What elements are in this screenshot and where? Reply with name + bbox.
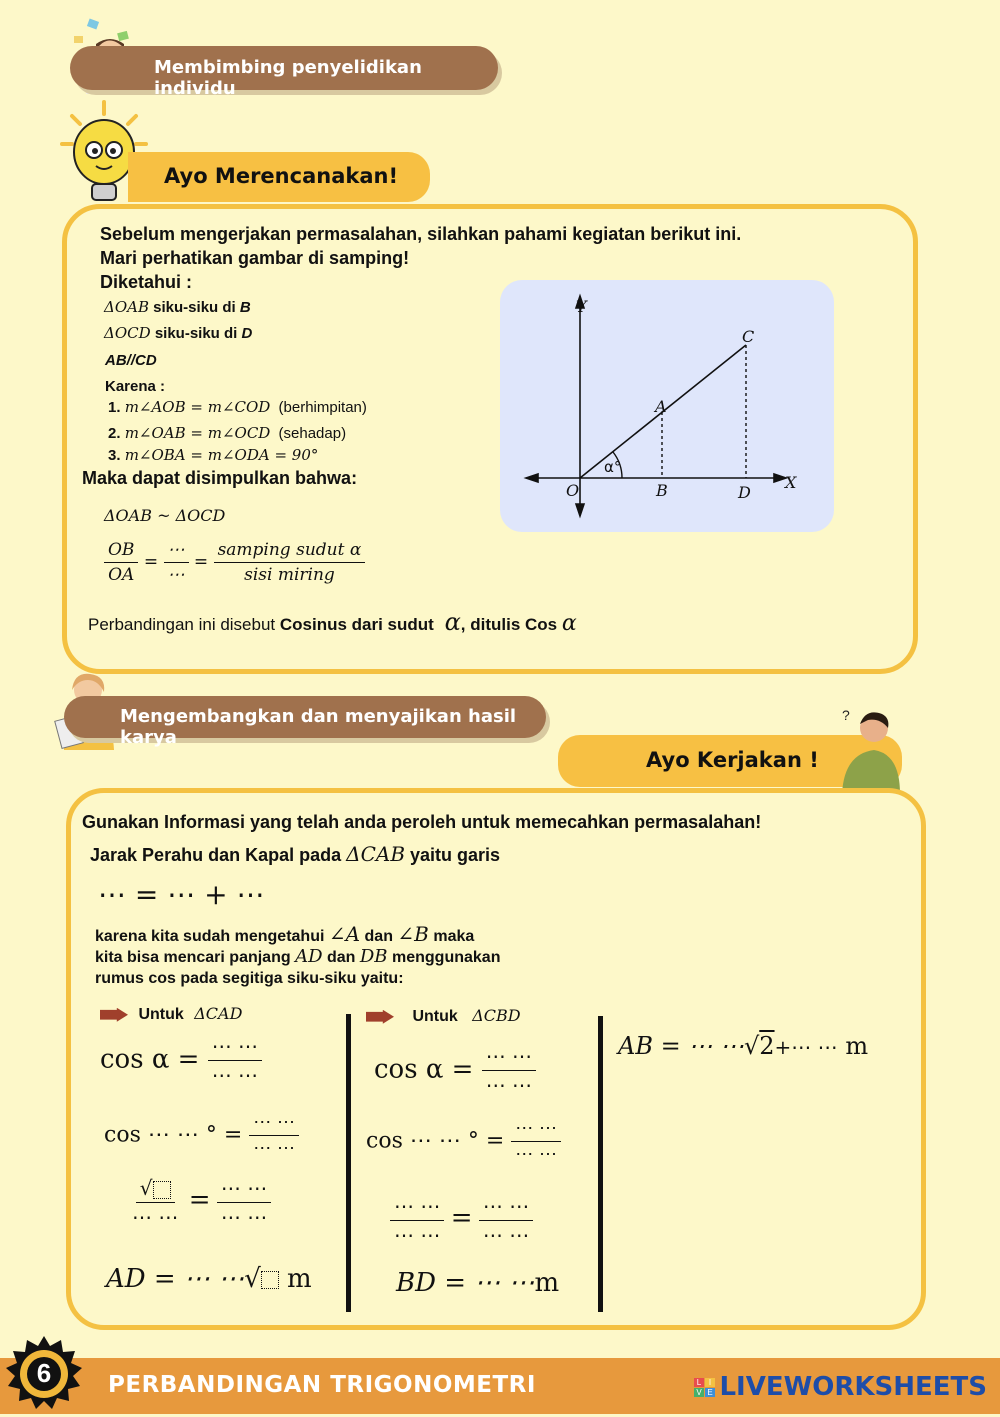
answer-blank[interactable]: ⋯ ⋯: [217, 1176, 271, 1203]
page-number-badge: [6, 1336, 82, 1412]
answer-blank[interactable]: ⋯ ⋯: [132, 1205, 179, 1229]
conclusion-label: Maka dapat disimpulkan bahwa:: [82, 468, 358, 488]
answer-blank[interactable]: ⋯ ⋯: [249, 1112, 299, 1136]
cos-ratio: $\frac{OB}{OA}$ = $\frac{\cdots}{\cdots}$ = $\frac{\text{samping sudut α}}{\text{sisi miring}}$: [104, 540, 365, 585]
plan-title-banner: [128, 152, 430, 202]
column-divider-2: [598, 1016, 603, 1312]
left-root-ratio: $\frac{√}{\cdots \cdots}$ = $\frac{\cdots \cdots}{\cdots \cdots}$: [128, 1176, 271, 1229]
known-item-2: ΔOCD siku-siku di D: [104, 324, 253, 342]
answer-blank[interactable]: ⋯ ⋯: [515, 1144, 557, 1165]
reason-1: 1. m∠AOB = m∠COD (berhimpitan): [108, 398, 367, 416]
section-header-develop-label: Mengembangkan dan menyajikan hasil karya: [120, 706, 517, 748]
left-cos-alpha: cos α = $\frac{\cdots \cdots}{\cdots \cdots}$: [100, 1034, 262, 1087]
arrow-bullet-icon: [100, 1008, 128, 1022]
work-intro: Gunakan Informasi yang telah anda peroleh untuk memecahkan permasalahan!: [82, 812, 762, 832]
answer-blank[interactable]: ⋯ ⋯: [208, 1034, 262, 1061]
ab-result: AB = ⋯ ⋯√2+⋯ ⋯ m: [618, 1032, 869, 1060]
section-header-develop: [64, 696, 546, 748]
plan-intro-1: Sebelum mengerjakan permasalahan, silahkan pahami kegiatan berikut ini.: [100, 224, 742, 244]
answer-blank[interactable]: ⋯ ⋯: [390, 1194, 444, 1221]
plan-title: Ayo Merencanakan!: [164, 164, 399, 188]
answer-blank[interactable]: ⋯ ⋯: [511, 1118, 561, 1142]
label-d: D: [738, 483, 751, 502]
footer-title: PERBANDINGAN TRIGONOMETRI: [108, 1372, 536, 1398]
answer-blank[interactable]: ⋯ ⋯: [482, 1044, 536, 1071]
triangle-diagram: [500, 280, 834, 532]
column-divider-1: [346, 1014, 351, 1312]
work-title: Ayo Kerjakan !: [646, 748, 819, 772]
angle-label: α°: [604, 458, 622, 476]
known-title: Diketahui :: [100, 272, 193, 292]
since-line-3: rumus cos pada segitiga siku-siku yaitu:: [95, 970, 404, 987]
label-c: C: [742, 327, 755, 346]
arrow-bullet-icon: [366, 1010, 394, 1024]
liveworksheets-logo: L I V E LIVEWORKSHEETS: [694, 1372, 987, 1402]
plan-intro-2: Mari perhatikan gambar di samping!: [100, 248, 410, 268]
answer-box[interactable]: [153, 1181, 171, 1199]
closing-statement: Perbandingan ini disebut Cosinus dari sudut α, ditulis Cos α: [88, 608, 577, 636]
label-o: O: [566, 481, 580, 500]
answer-blank[interactable]: ⋯ ⋯: [211, 1063, 259, 1087]
distance-equation: ⋯ = ⋯ + ⋯: [98, 878, 265, 911]
section-header-label: Membimbing penyelidikan individu: [154, 57, 422, 99]
label-x: X: [785, 473, 797, 492]
brand-name: LIVEWORKSHEETS: [719, 1372, 987, 1402]
label-a: A: [655, 397, 667, 416]
answer-blank[interactable]: ⋯ ⋯: [485, 1073, 533, 1097]
section-header-individual: [70, 46, 498, 99]
left-cos-angle: cos ⋯ ⋯ ° = $\frac{\cdots \cdots}{\cdots \cdots}$: [104, 1112, 299, 1159]
answer-blank[interactable]: ⋯ ⋯: [479, 1194, 533, 1221]
page-number: 6: [36, 1358, 52, 1388]
answer-blank[interactable]: ⋯ ⋯: [394, 1223, 441, 1247]
middle-cos-alpha: cos α = $\frac{\cdots \cdots}{\cdots \cdots}$: [374, 1044, 536, 1097]
coordinate-diagram: [500, 280, 834, 532]
reason-3: 3. m∠OBA = m∠ODA = 90°: [108, 446, 319, 464]
answer-box[interactable]: [261, 1271, 279, 1289]
distance-line: Jarak Perahu dan Kapal pada ΔCAB yaitu garis: [90, 842, 501, 866]
thinking-man-icon: [836, 702, 902, 794]
middle-ratio: $\frac{\cdots \cdots}{\cdots \cdots}$ = $\frac{\cdots \cdots}{\cdots \cdots}$: [390, 1194, 533, 1247]
reason-2: 2. m∠OAB = m∠OCD (sehadap): [108, 424, 347, 442]
answer-blank[interactable]: ⋯ ⋯: [220, 1205, 268, 1229]
because-label: Karena :: [105, 378, 166, 395]
parallel-statement: AB//CD: [105, 352, 157, 369]
middle-column-header: Untuk ΔCBD: [366, 1006, 521, 1026]
since-line-2: kita bisa mencari panjang AD dan DB menggunakan: [95, 946, 501, 967]
svg-text:?: ?: [842, 707, 850, 723]
bd-result: BD = ⋯ ⋯m: [396, 1268, 560, 1298]
label-b: B: [656, 481, 668, 500]
middle-cos-angle: cos ⋯ ⋯ ° = $\frac{\cdots \cdots}{\cdots \cdots}$: [366, 1118, 561, 1165]
answer-blank[interactable]: ⋯ ⋯: [482, 1223, 530, 1247]
since-line-1: karena kita sudah mengetahui ∠A dan ∠B maka: [95, 922, 475, 946]
known-item-1: ΔOAB siku-siku di B: [104, 298, 251, 316]
answer-blank[interactable]: ⋯ ⋯: [253, 1138, 295, 1159]
ad-result: AD = ⋯ ⋯√ m: [106, 1264, 312, 1294]
similarity-statement: ΔOAB ~ ΔOCD: [104, 506, 226, 525]
left-column-header: Untuk ΔCAD: [100, 1004, 242, 1024]
label-y: Y: [576, 297, 587, 316]
